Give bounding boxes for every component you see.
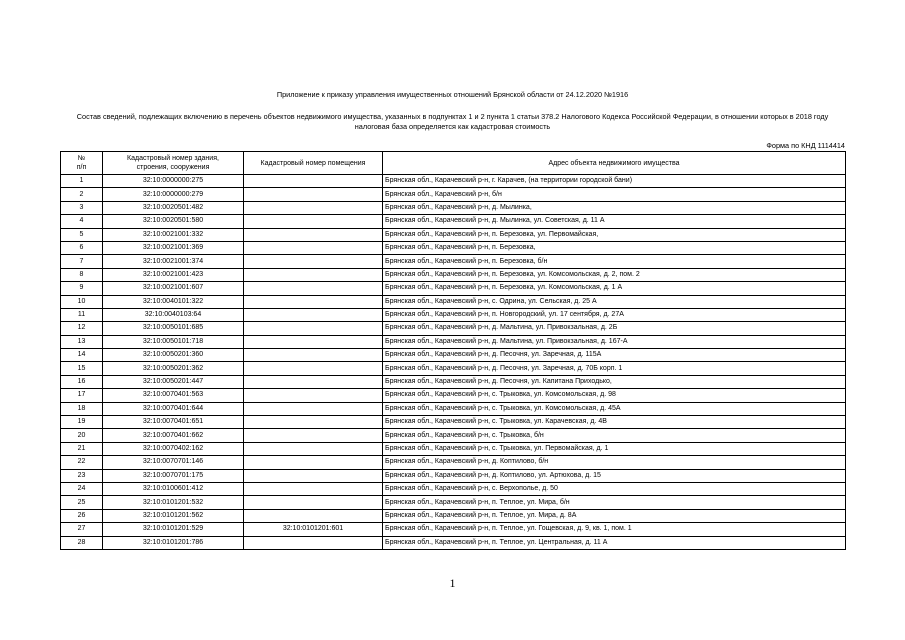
cell-premises-cadastral	[244, 362, 383, 375]
cell-premises-cadastral	[244, 469, 383, 482]
cell-premises-cadastral	[244, 482, 383, 495]
cell-premises-cadastral	[244, 268, 383, 281]
cell-building-cadastral: 32:10:0101201:562	[103, 509, 244, 522]
cell-address: Брянская обл., Карачевский р-н, п. Теплое, ул. Гощевская, д. 9, кв. 1, пом. 1	[383, 523, 846, 536]
table-row	[61, 509, 846, 522]
cell-premises-cadastral	[244, 335, 383, 348]
cell-row-number: 7	[61, 255, 103, 268]
cell-row-number: 5	[61, 228, 103, 241]
cell-address: Брянская обл., Карачевский р-н, п. Березовка,	[383, 241, 846, 254]
cell-premises-cadastral	[244, 282, 383, 295]
cell-address: Брянская обл., Карачевский р-н, д. Мылинка, ул. Советская, д. 11 А	[383, 215, 846, 228]
cell-building-cadastral: 32:10:0050101:685	[103, 322, 244, 335]
table-row	[61, 349, 846, 362]
cell-row-number: 8	[61, 268, 103, 281]
table-header-row	[61, 152, 846, 175]
cell-building-cadastral: 32:10:0100601:412	[103, 482, 244, 495]
cell-building-cadastral: 32:10:0021001:423	[103, 268, 244, 281]
cell-row-number: 27	[61, 523, 103, 536]
table-body	[61, 175, 846, 550]
cell-premises-cadastral	[244, 175, 383, 188]
header-row-number: № п/п	[61, 152, 103, 175]
table-row	[61, 228, 846, 241]
cell-address: Брянская обл., Карачевский р-н, п. Новгородский, ул. 17 сентября, д. 27А	[383, 308, 846, 321]
form-code: Форма по КНД 1114414	[766, 141, 845, 150]
cell-address: Брянская обл., Карачевский р-н, д. Мальтина, ул. Привокзальная, д. 167-А	[383, 335, 846, 348]
table-row	[61, 188, 846, 201]
table-row	[61, 429, 846, 442]
cell-building-cadastral: 32:10:0050201:360	[103, 349, 244, 362]
cell-building-cadastral: 32:10:0070401:563	[103, 389, 244, 402]
cell-building-cadastral: 32:10:0000000:279	[103, 188, 244, 201]
cell-row-number: 24	[61, 482, 103, 495]
table-row	[61, 389, 846, 402]
table-row	[61, 375, 846, 388]
document-title: Приложение к приказу управления имущественных отношений Брянской области от 24.12.2020 №1916	[276, 90, 629, 99]
table-row	[61, 322, 846, 335]
cell-premises-cadastral	[244, 349, 383, 362]
cell-building-cadastral: 32:10:0101201:786	[103, 536, 244, 549]
cell-row-number: 17	[61, 389, 103, 402]
cell-building-cadastral: 32:10:0050201:447	[103, 375, 244, 388]
cell-address: Брянская обл., Карачевский р-н, п. Теплое, ул. Мира, д. 8А	[383, 509, 846, 522]
cell-premises-cadastral	[244, 375, 383, 388]
cell-premises-cadastral	[244, 442, 383, 455]
cell-address: Брянская обл., Карачевский р-н, с. Трыковка, ул. Первомайская, д. 1	[383, 442, 846, 455]
cell-building-cadastral: 32:10:0050201:362	[103, 362, 244, 375]
cell-address: Брянская обл., Карачевский р-н, с. Трыковка, б/н	[383, 429, 846, 442]
page-number: 1	[449, 576, 456, 590]
table-row	[61, 241, 846, 254]
cell-row-number: 14	[61, 349, 103, 362]
cell-address: Брянская обл., Карачевский р-н, д. Мальтина, ул. Привокзальная, д. 2Б	[383, 322, 846, 335]
cell-row-number: 23	[61, 469, 103, 482]
table-row	[61, 282, 846, 295]
header-building-cadastral: Кадастровый номер здания, строения, сооружения	[103, 152, 244, 175]
table-row	[61, 523, 846, 536]
cell-address: Брянская обл., Карачевский р-н, п. Березовка, ул. Комсомольская, д. 1 А	[383, 282, 846, 295]
cell-row-number: 26	[61, 509, 103, 522]
table-row	[61, 442, 846, 455]
cell-premises-cadastral	[244, 456, 383, 469]
cell-premises-cadastral	[244, 322, 383, 335]
cell-building-cadastral: 32:10:0070402:162	[103, 442, 244, 455]
cell-building-cadastral: 32:10:0021001:332	[103, 228, 244, 241]
cell-address: Брянская обл., Карачевский р-н, п. Березовка, ул. Первомайская,	[383, 228, 846, 241]
cell-premises-cadastral	[244, 215, 383, 228]
cell-address: Брянская обл., Карачевский р-н, п. Теплое, ул. Мира, б/н	[383, 496, 846, 509]
cell-building-cadastral: 32:10:0021001:607	[103, 282, 244, 295]
cell-row-number: 11	[61, 308, 103, 321]
cell-premises-cadastral	[244, 389, 383, 402]
cell-address: Брянская обл., Карачевский р-н, д. Мылинка,	[383, 201, 846, 214]
cell-address: Брянская обл., Карачевский р-н, с. Верхополье, д. 50	[383, 482, 846, 495]
property-table	[60, 151, 846, 550]
cell-row-number: 4	[61, 215, 103, 228]
cell-premises-cadastral: 32:10:0101201:601	[244, 523, 383, 536]
cell-premises-cadastral	[244, 295, 383, 308]
table-row	[61, 175, 846, 188]
table-row	[61, 295, 846, 308]
table-row	[61, 456, 846, 469]
cell-premises-cadastral	[244, 536, 383, 549]
cell-building-cadastral: 32:10:0070701:175	[103, 469, 244, 482]
cell-premises-cadastral	[244, 255, 383, 268]
table-row	[61, 201, 846, 214]
cell-address: Брянская обл., Карачевский р-н, д. Коптилово, б/н	[383, 456, 846, 469]
cell-row-number: 15	[61, 362, 103, 375]
table-row	[61, 536, 846, 549]
cell-building-cadastral: 32:10:0070701:146	[103, 456, 244, 469]
document-subtitle: Состав сведений, подлежащих включению в перечень объектов недвижимого имущества, указанных в подпунктах 1 и 2 пункта 1 статьи 378.2 Налогового Кодекса Российской Федерации, в отношении которых в 2018 году налоговая база определяется как кадастровая стоимость	[76, 112, 829, 131]
cell-row-number: 28	[61, 536, 103, 549]
table-row	[61, 215, 846, 228]
header-premises-cadastral: Кадастровый номер помещения	[244, 152, 383, 175]
cell-address: Брянская обл., Карачевский р-н, д. Песочня, ул. Капитана Приходько,	[383, 375, 846, 388]
cell-premises-cadastral	[244, 188, 383, 201]
cell-building-cadastral: 32:10:0020501:580	[103, 215, 244, 228]
cell-building-cadastral: 32:10:0101201:529	[103, 523, 244, 536]
cell-row-number: 9	[61, 282, 103, 295]
table-row	[61, 362, 846, 375]
cell-row-number: 2	[61, 188, 103, 201]
cell-row-number: 1	[61, 175, 103, 188]
cell-premises-cadastral	[244, 429, 383, 442]
cell-building-cadastral: 32:10:0020501:482	[103, 201, 244, 214]
cell-row-number: 12	[61, 322, 103, 335]
cell-address: Брянская обл., Карачевский р-н, п. Теплое, ул. Центральная, д. 11 А	[383, 536, 846, 549]
table-row	[61, 496, 846, 509]
table-row	[61, 335, 846, 348]
table-row	[61, 268, 846, 281]
table-row	[61, 308, 846, 321]
cell-address: Брянская обл., Карачевский р-н, с. Трыковка, ул. Комсомольская, д. 45А	[383, 402, 846, 415]
cell-row-number: 6	[61, 241, 103, 254]
cell-row-number: 22	[61, 456, 103, 469]
cell-address: Брянская обл., Карачевский р-н, с. Трыковка, ул. Комсомольская, д. 98	[383, 389, 846, 402]
cell-row-number: 25	[61, 496, 103, 509]
cell-row-number: 19	[61, 416, 103, 429]
cell-address: Брянская обл., Карачевский р-н, с. Одрина, ул. Сельская, д. 25 А	[383, 295, 846, 308]
cell-building-cadastral: 32:10:0050101:718	[103, 335, 244, 348]
cell-premises-cadastral	[244, 509, 383, 522]
cell-row-number: 10	[61, 295, 103, 308]
cell-premises-cadastral	[244, 308, 383, 321]
cell-address: Брянская обл., Карачевский р-н, д. Коптилово, ул. Артюхова, д. 15	[383, 469, 846, 482]
cell-premises-cadastral	[244, 416, 383, 429]
cell-premises-cadastral	[244, 496, 383, 509]
cell-premises-cadastral	[244, 241, 383, 254]
cell-building-cadastral: 32:10:0000000:275	[103, 175, 244, 188]
cell-address: Брянская обл., Карачевский р-н, д. Песочня, ул. Заречная, д. 70Б корп. 1	[383, 362, 846, 375]
cell-building-cadastral: 32:10:0040101:322	[103, 295, 244, 308]
header-address: Адрес объекта недвижимого имущества	[383, 152, 846, 175]
cell-building-cadastral: 32:10:0040103:64	[103, 308, 244, 321]
cell-building-cadastral: 32:10:0070401:644	[103, 402, 244, 415]
cell-premises-cadastral	[244, 228, 383, 241]
cell-address: Брянская обл., Карачевский р-н, д. Песочня, ул. Заречная, д. 115А	[383, 349, 846, 362]
cell-premises-cadastral	[244, 402, 383, 415]
cell-row-number: 20	[61, 429, 103, 442]
table-row	[61, 469, 846, 482]
cell-building-cadastral: 32:10:0070401:651	[103, 416, 244, 429]
cell-row-number: 21	[61, 442, 103, 455]
cell-address: Брянская обл., Карачевский р-н, б/н	[383, 188, 846, 201]
cell-building-cadastral: 32:10:0021001:374	[103, 255, 244, 268]
cell-premises-cadastral	[244, 201, 383, 214]
cell-address: Брянская обл., Карачевский р-н, г. Карачев, (на территории городской бани)	[383, 175, 846, 188]
cell-building-cadastral: 32:10:0021001:369	[103, 241, 244, 254]
cell-address: Брянская обл., Карачевский р-н, п. Березовка, б/н	[383, 255, 846, 268]
cell-row-number: 18	[61, 402, 103, 415]
table-row	[61, 482, 846, 495]
table-row	[61, 416, 846, 429]
cell-building-cadastral: 32:10:0070401:662	[103, 429, 244, 442]
cell-row-number: 13	[61, 335, 103, 348]
cell-address: Брянская обл., Карачевский р-н, с. Трыковка, ул. Карачевская, д. 4В	[383, 416, 846, 429]
cell-building-cadastral: 32:10:0101201:532	[103, 496, 244, 509]
table-row	[61, 255, 846, 268]
cell-row-number: 3	[61, 201, 103, 214]
cell-address: Брянская обл., Карачевский р-н, п. Березовка, ул. Комсомольская, д. 2, пом. 2	[383, 268, 846, 281]
table-row	[61, 402, 846, 415]
cell-row-number: 16	[61, 375, 103, 388]
